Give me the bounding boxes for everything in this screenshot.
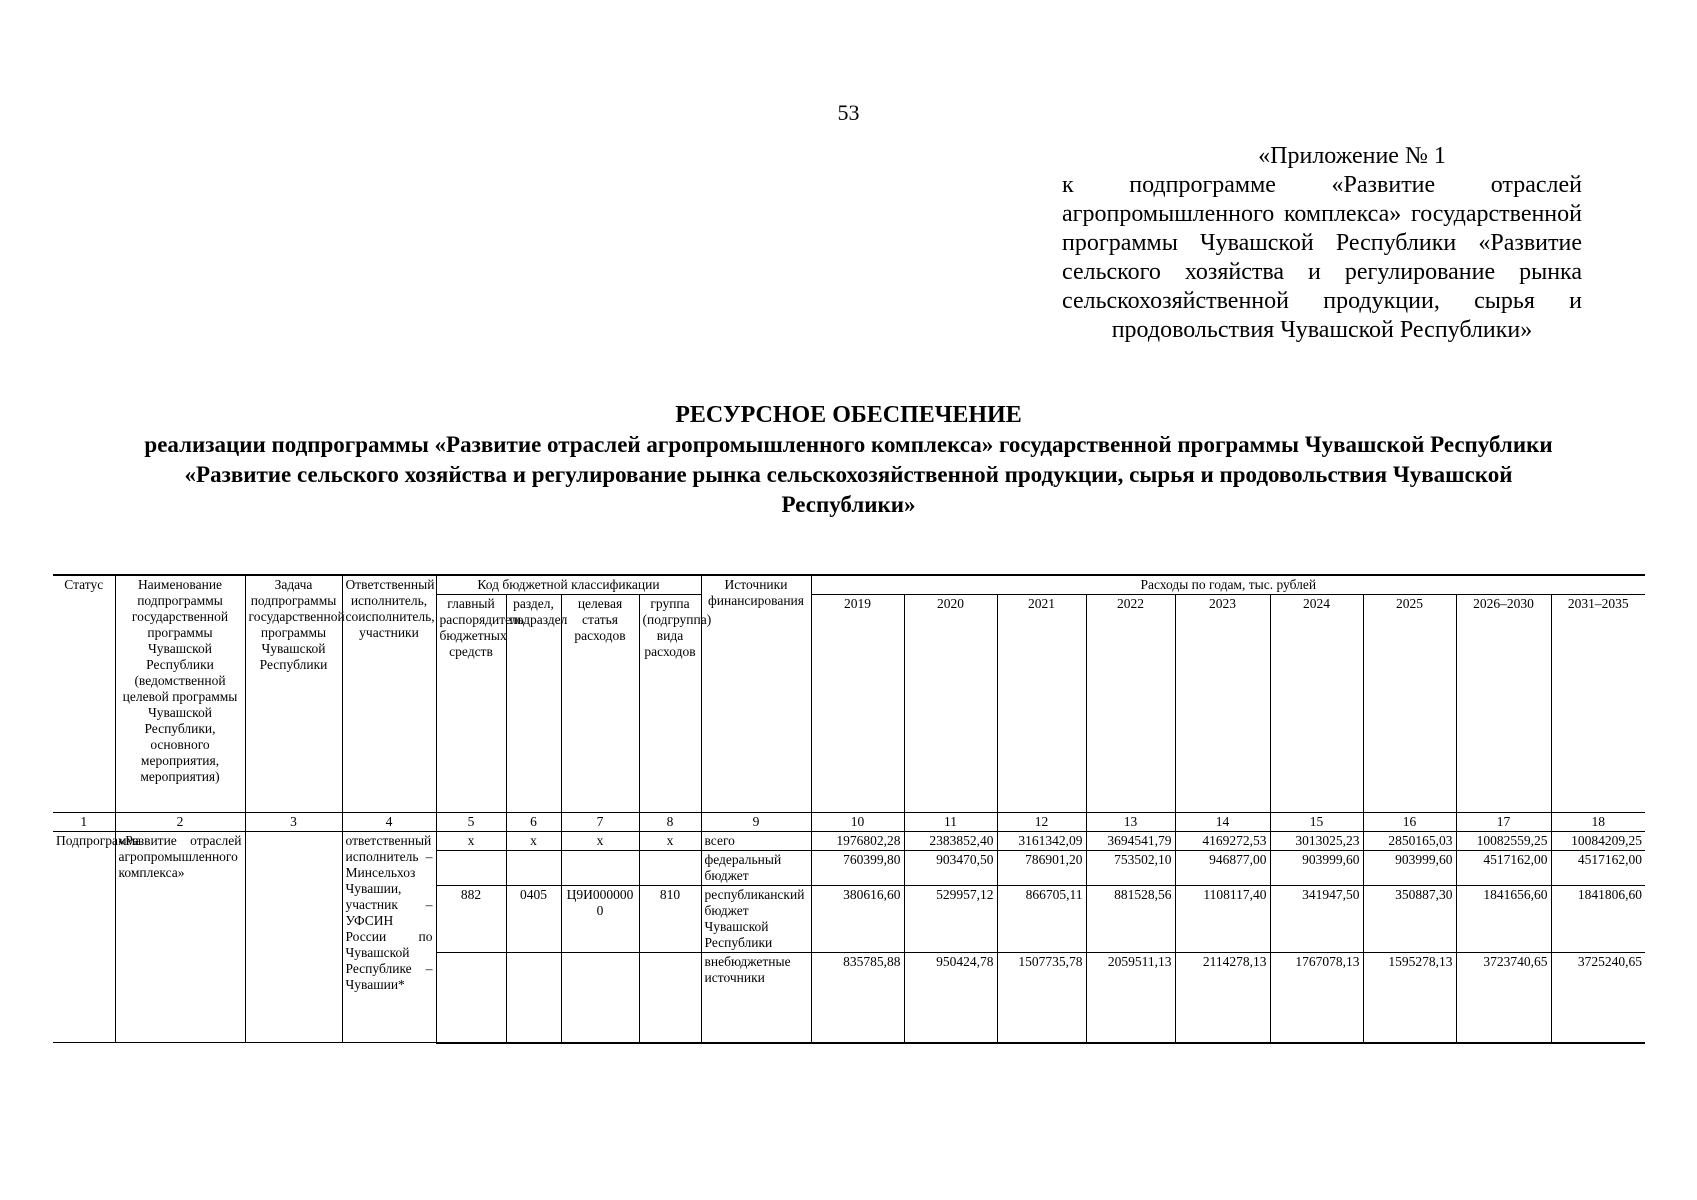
row-code-target: Ц9И0000000	[561, 886, 639, 953]
header-name: Наименование подпрограммы государственной программы Чувашской Республики (ведомственной целевой программы Чувашской Республики, основного мероприятия, мероприятия)	[115, 575, 245, 813]
row-code-group	[639, 953, 701, 1043]
row-name: «Развитие отраслей агропромышленного комплекса»	[115, 832, 245, 1043]
resource-table	[53, 574, 1645, 1044]
column-number: 11	[904, 813, 997, 832]
column-number: 14	[1175, 813, 1270, 832]
value-cell: 10082559,25	[1456, 832, 1551, 851]
row-task	[245, 832, 342, 1043]
header-expenses: Расходы по годам, тыс. рублей	[811, 575, 1645, 595]
page-number: 53	[837, 100, 860, 125]
column-number: 5	[436, 813, 506, 832]
header-year-2025: 2025	[1363, 595, 1456, 813]
document-subheading: реализации подпрограммы «Развитие отраслей агропромышленного комплекса» государственной программы Чувашской Республики «Развитие сельского хозяйства и регулирование рынка сельскохозяйственной продукции, сырья и продовольствия Чувашской Республики»	[144, 432, 1553, 517]
column-number: 7	[561, 813, 639, 832]
column-number: 15	[1270, 813, 1363, 832]
header-year-2031-2035: 2031–2035	[1551, 595, 1645, 813]
value-cell: 341947,50	[1270, 886, 1363, 953]
value-cell: 1595278,13	[1363, 953, 1456, 1043]
value-cell: 881528,56	[1086, 886, 1175, 953]
header-year-2023: 2023	[1175, 595, 1270, 813]
value-cell: 10084209,25	[1551, 832, 1645, 851]
row-code-grbs	[436, 953, 506, 1043]
value-cell: 950424,78	[904, 953, 997, 1043]
header-task: Задача подпрограммы государственной программы Чувашской Республики	[245, 575, 342, 813]
value-cell: 2059511,13	[1086, 953, 1175, 1043]
header-year-2026-2030: 2026–2030	[1456, 595, 1551, 813]
header-grbs: главный распорядитель бюджетных средств	[436, 595, 506, 813]
column-number: 6	[506, 813, 561, 832]
value-cell: 1841656,60	[1456, 886, 1551, 953]
header-year-2021: 2021	[997, 595, 1086, 813]
row-code-grbs: x	[436, 832, 506, 851]
row-code-section	[506, 953, 561, 1043]
value-cell: 866705,11	[997, 886, 1086, 953]
value-cell: 4517162,00	[1456, 851, 1551, 886]
column-number: 1	[53, 813, 115, 832]
row-code-grbs	[436, 851, 506, 886]
source-label: всего	[701, 832, 811, 851]
document-heading: РЕСУРСНОЕ ОБЕСПЕЧЕНИЕ	[675, 402, 1022, 428]
row-code-section: x	[506, 832, 561, 851]
column-number: 16	[1363, 813, 1456, 832]
header-target: целевая статья расходов	[561, 595, 639, 813]
value-cell: 753502,10	[1086, 851, 1175, 886]
value-cell: 1976802,28	[811, 832, 904, 851]
value-cell: 786901,20	[997, 851, 1086, 886]
value-cell: 1507735,78	[997, 953, 1086, 1043]
header-year-2024: 2024	[1270, 595, 1363, 813]
column-number: 10	[811, 813, 904, 832]
header-budget-code: Код бюджетной классификации	[436, 575, 701, 595]
column-number: 9	[701, 813, 811, 832]
value-cell: 3725240,65	[1551, 953, 1645, 1043]
row-code-group: x	[639, 832, 701, 851]
value-cell: 3723740,65	[1456, 953, 1551, 1043]
value-cell: 4517162,00	[1551, 851, 1645, 886]
header-section: раздел, подраздел	[506, 595, 561, 813]
column-number: 13	[1086, 813, 1175, 832]
source-label: внебюджетные источники	[701, 953, 811, 1043]
value-cell: 835785,88	[811, 953, 904, 1043]
header-responsible: Ответственный исполнитель, соисполнитель, участники	[342, 575, 436, 813]
value-cell: 350887,30	[1363, 886, 1456, 953]
value-cell: 380616,60	[811, 886, 904, 953]
column-number: 8	[639, 813, 701, 832]
header-year-2020: 2020	[904, 595, 997, 813]
row-status: Подпрограмма	[53, 832, 115, 1043]
column-number: 12	[997, 813, 1086, 832]
row-responsible: ответственный исполнитель – Минсельхоз Чувашии, участник – УФСИН России по Чувашской Республике – Чувашии*	[342, 832, 436, 1043]
row-code-target	[561, 953, 639, 1043]
row-code-target	[561, 851, 639, 886]
appendix-body: к подпрограмме «Развитие отраслей агропромышленного комплекса» государственной программы Чувашской Республики «Развитие сельского хозяйства и регулирование рынка сельскохозяйственной продукции, сырья и продовольствия Чувашской Республики»	[1062, 172, 1582, 343]
column-number: 18	[1551, 813, 1645, 832]
value-cell: 903999,60	[1270, 851, 1363, 886]
column-number: 4	[342, 813, 436, 832]
source-label: республиканский бюджет Чувашской Республики	[701, 886, 811, 953]
value-cell: 1108117,40	[1175, 886, 1270, 953]
header-status: Статус	[53, 575, 115, 813]
appendix-note	[1062, 142, 1582, 345]
row-code-target: x	[561, 832, 639, 851]
row-code-grbs: 882	[436, 886, 506, 953]
column-number: 2	[115, 813, 245, 832]
value-cell: 3013025,23	[1270, 832, 1363, 851]
column-number: 17	[1456, 813, 1551, 832]
value-cell: 1841806,60	[1551, 886, 1645, 953]
value-cell: 529957,12	[904, 886, 997, 953]
value-cell: 3694541,79	[1086, 832, 1175, 851]
value-cell: 4169272,53	[1175, 832, 1270, 851]
header-group: группа (подгруппа) вида расходов	[639, 595, 701, 813]
column-number: 3	[245, 813, 342, 832]
source-label: федеральный бюджет	[701, 851, 811, 886]
value-cell: 2383852,40	[904, 832, 997, 851]
value-cell: 1767078,13	[1270, 953, 1363, 1043]
row-code-group: 810	[639, 886, 701, 953]
header-year-2022: 2022	[1086, 595, 1175, 813]
value-cell: 3161342,09	[997, 832, 1086, 851]
table-row	[53, 832, 1645, 851]
value-cell: 2850165,03	[1363, 832, 1456, 851]
row-code-section: 0405	[506, 886, 561, 953]
row-code-group	[639, 851, 701, 886]
value-cell: 760399,80	[811, 851, 904, 886]
value-cell: 903999,60	[1363, 851, 1456, 886]
header-sources: Источники финансирования	[701, 575, 811, 813]
column-number-row	[53, 813, 1645, 832]
row-code-section	[506, 851, 561, 886]
value-cell: 946877,00	[1175, 851, 1270, 886]
header-year-2019: 2019	[811, 595, 904, 813]
value-cell: 903470,50	[904, 851, 997, 886]
appendix-title: «Приложение № 1	[1258, 143, 1446, 169]
value-cell: 2114278,13	[1175, 953, 1270, 1043]
